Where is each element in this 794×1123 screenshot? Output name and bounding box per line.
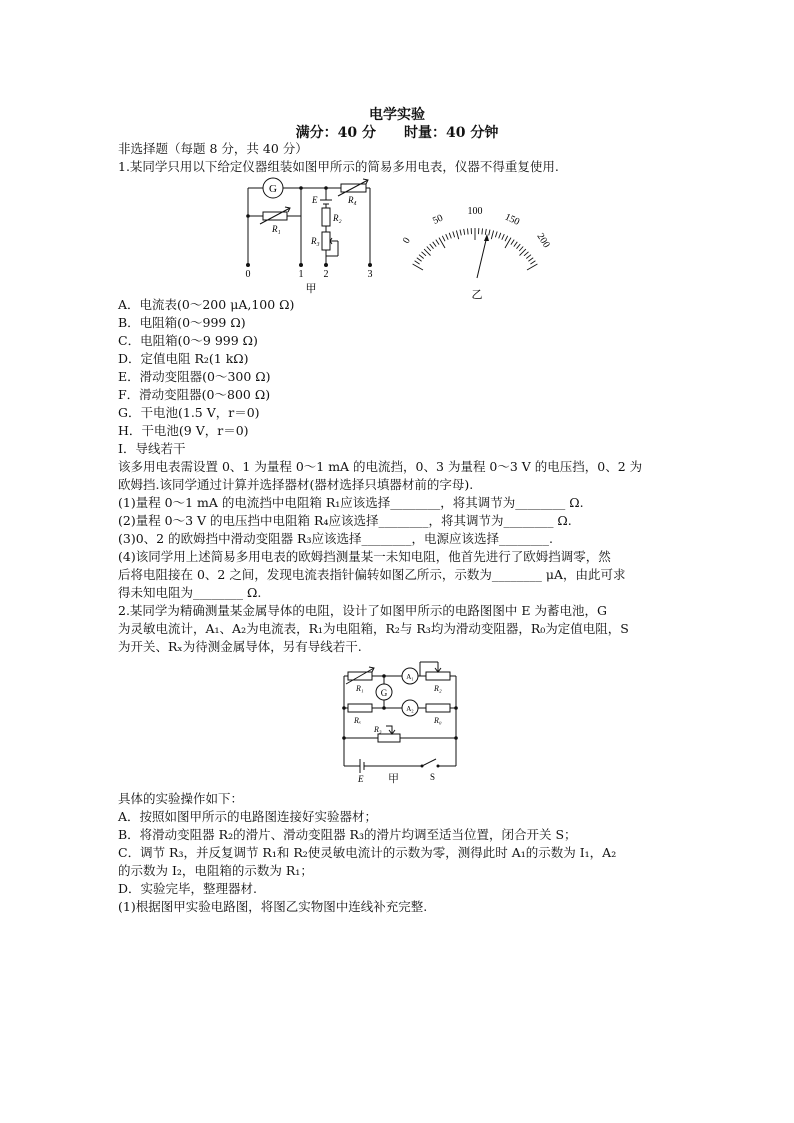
dial-tick [468, 228, 469, 234]
q2-r0-label: R₀ [434, 716, 442, 725]
dial-tick [482, 228, 483, 234]
dial-tick [456, 231, 458, 240]
q1-option-e: E．滑动变阻器(0～300 Ω) [118, 369, 271, 384]
meter-pointer [477, 236, 487, 278]
dial-tick [505, 236, 508, 241]
scale-label-100: 100 [467, 206, 483, 217]
q2-stem-line1: 2.某同学为精确测量某金属导体的电阻，设计了如图甲所示的电路图图中 E 为蓄电池，G [118, 603, 607, 618]
dial-tick [464, 229, 465, 235]
terminal-0: 0 [245, 269, 251, 280]
scale-label-0: 0 [400, 235, 413, 246]
dial-tick [446, 234, 449, 240]
pointer-arrowhead [484, 234, 489, 241]
dial-tick [460, 230, 461, 236]
q2-rx-label: Rₓ [354, 716, 362, 725]
q1-sub1: (1)量程 0～1 mA 的电流挡中电阻箱 R₁应该选择________，将其调节为________ Ω. [118, 495, 584, 510]
dial-tick [499, 233, 501, 239]
dial-tick [442, 236, 445, 241]
q2-op-c-line1: C．调节 R₃，并反复调节 R₁和 R₂使灵敏电流计的示数为零，测得此时 A₁的示数为 I₁，A₂ [118, 845, 617, 860]
dial-tick [430, 244, 434, 249]
dial-tick [495, 232, 497, 238]
dial-tick [419, 255, 424, 259]
dial-tick [519, 247, 523, 252]
page-title: 电学实验 [369, 107, 425, 123]
dial-tick [528, 258, 533, 262]
terminal-3: 3 [367, 269, 373, 280]
q2-sub1: (1)根据图甲实验电路图，将图乙实物图中连线补充完整. [118, 899, 428, 914]
scale-label-150: 150 [502, 211, 522, 228]
q1-option-a: A．电流表(0～200 μA,100 Ω) [118, 297, 295, 312]
dial-tick [453, 232, 455, 238]
q2-stem-line2: 为灵敏电流计，A₁、A₂为电流表，R₁为电阻箱，R₂与 R₃均为滑动变阻器，R₀为定值电阻，S [118, 621, 629, 636]
q1-option-f: F．滑动变阻器(0～800 Ω) [118, 387, 271, 402]
q2-op-b: B．将滑动变阻器 R₂的滑片、滑动变阻器 R₃的滑片均调至适当位置，闭合开关 S； [118, 827, 577, 842]
q1-para-line1: 该多用电表需设置 0、1 为量程 0～1 mA 的电流挡，0、3 为量程 0～3 V 的电压挡，0、2 为 [118, 459, 643, 474]
dial-tick [514, 242, 518, 247]
q2-circuit-diagram [336, 656, 466, 786]
dial-tick [511, 240, 514, 245]
dial-tick [524, 252, 529, 256]
terminal-1: 1 [298, 269, 304, 280]
q2-a1-label: A₁ [406, 673, 414, 681]
q2-op-c-line2: 的示数为 I₂，电阻箱的示数为 R₁； [118, 863, 313, 878]
fig-yi-caption: 乙 [471, 289, 483, 300]
q2-e-label: E [358, 774, 364, 784]
r4-label: R₄ [348, 195, 357, 205]
r1-label: R₁ [272, 224, 281, 234]
q2-s-label: S [430, 772, 436, 782]
q1-option-i: I．导线若干 [118, 441, 186, 456]
e-label: E [312, 195, 318, 205]
q1-sub2: (2)量程 0～3 V 的电压挡中电阻箱 R₄应该选择________，将其调节为________ Ω. [118, 513, 572, 528]
galvanometer-label: G [269, 183, 277, 195]
section-heading: 非选择题（每题 8 分，共 40 分） [118, 141, 308, 156]
q2-ops-title: 具体的实验操作如下： [118, 791, 244, 806]
dial-tick [491, 231, 493, 240]
dial-tick [489, 230, 490, 236]
dial-tick [427, 247, 431, 252]
q2-a2-label: A₂ [406, 705, 414, 713]
q2-r2-label: R₂ [434, 684, 442, 693]
q1-para-line2: 欧姆挡.该同学通过计算并选择器材(器材选择只填器材前的字母). [118, 477, 474, 492]
q2-stem-line3: 为开关、Rₓ为待测金属导体，另有导线若干. [118, 639, 362, 654]
q1-option-c: C．电阻箱(0～9 999 Ω) [118, 333, 258, 348]
meter-dial-diagram [395, 196, 555, 300]
dial-tick [417, 258, 422, 262]
r2-label: R₂ [333, 213, 342, 223]
dial-tick [415, 261, 420, 264]
q2-op-a: A．按照如图甲所示的电路图连接好实验器材； [118, 809, 378, 824]
dial-tick [413, 264, 423, 270]
q2-r1-label: R₁ [356, 684, 364, 693]
q1-option-d: D．定值电阻 R₂(1 kΩ) [118, 351, 249, 366]
q1-circuit-diagram [238, 176, 380, 294]
q1-stem: 1.某同学只用以下给定仪器组装如图甲所示的简易多用电表，仪器不得重复使用. [118, 159, 559, 174]
dial-tick [433, 242, 437, 247]
dial-tick [517, 244, 521, 249]
dial-tick [530, 261, 535, 264]
dial-tick [526, 255, 531, 259]
r3-label: R₃ [311, 236, 320, 246]
q1-option-h: H．干电池(9 V，r＝0) [118, 423, 249, 438]
page-subtitle: 满分：40 分 时量：40 分钟 [295, 125, 499, 141]
q2-fig-caption: 甲 [388, 772, 399, 785]
scale-label-50: 50 [431, 212, 445, 227]
q1-option-b: B．电阻箱(0～999 Ω) [118, 315, 246, 330]
dial-tick [502, 234, 505, 240]
q1-sub4-line3: 得未知电阻为________ Ω. [118, 585, 262, 600]
fig-jia-caption: 甲 [305, 283, 317, 294]
q1-sub3: (3)0、2 的欧姆挡中滑动变阻器 R₃应该选择________，电源应该选择________. [118, 531, 553, 546]
q2-g-label: G [380, 688, 388, 698]
terminal-2: 2 [323, 269, 329, 280]
scale-label-200: 200 [534, 231, 552, 250]
q1-option-g: G．干电池(1.5 V，r＝0) [118, 405, 260, 420]
dial-tick [485, 229, 486, 235]
q2-r3-label: R₃ [374, 725, 382, 734]
q1-sub4-line1: (4)该同学用上述简易多用电表的欧姆挡测量某一未知电阻，他首先进行了欧姆挡调零，然 [118, 549, 611, 564]
q1-sub4-line2: 后将电阻接在 0、2 之间，发现电流表指针偏转如图乙所示，示数为________ μA，由此可求 [118, 567, 626, 582]
q2-op-d: D．实验完毕，整理器材. [118, 881, 257, 896]
dial-tick [527, 264, 537, 270]
dial-tick [422, 252, 427, 256]
dial-tick [449, 233, 451, 239]
dial-tick [436, 240, 439, 245]
